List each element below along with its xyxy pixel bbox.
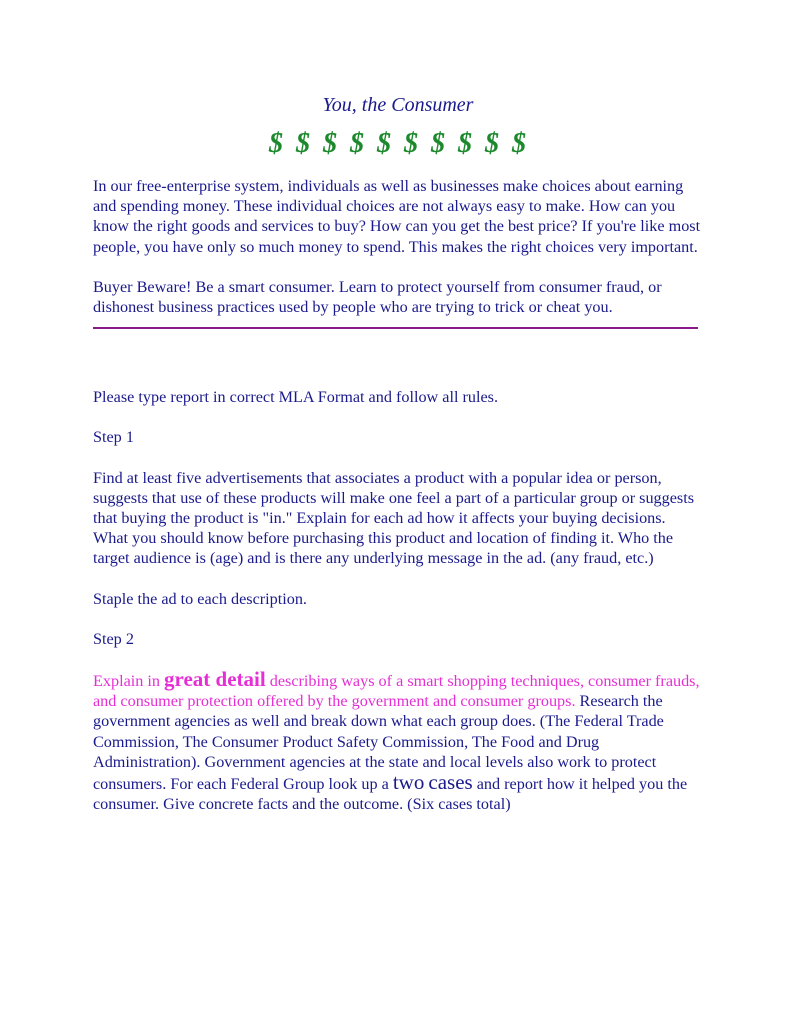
step1-heading: Step 1 [93,428,134,447]
dollar-sign: $ [512,128,527,159]
step2-body-text: Research the government agencies as well and break down what each group does. (The Federal Trade Commission, The Consumer Product Safety Commission, The Food and Drug Administration). Government agencies at the state and local levels also work to protect consumers. For each Federal Group look up a [93,692,664,794]
staple-note: Staple the ad to each description. [93,589,307,608]
dollar-signs-row [93,126,703,162]
dollar-sign: $ [269,128,284,159]
two-emphasis: two [392,770,425,795]
intro-paragraph: In our free-enterprise system, individuals as well as businesses make choices about earning and spending money. These individual choices are not always easy to make. How can you know the right goods and services to buy? How can you get the best price? If you're like most people, you have only so much money to spend. This makes the right choices very important. [93,177,701,256]
dollar-sign: $ [377,128,392,159]
dollar-sign: $ [458,128,473,159]
format-note: Please type report in correct MLA Format and follow all rules. [93,388,499,407]
dollar-sign: $ [296,128,311,159]
step2-closing-text: and report how it helped you the consumer. Give concrete facts and the outcome. (Six cases total) [93,775,688,814]
great-detail-emphasis: great detail [164,667,266,692]
step2-text [93,669,703,814]
document-page [93,92,703,814]
step1-text: Find at least five advertisements that associates a product with a popular idea or person, suggests that use of these products will make one feel a part of a particular group or suggests that buying the product is "in." Explain for each ad how it affects your buying decisions. What you should know before purchasing this product and location of finding it. Who the target audience is (age) and is there any underlying message in the ad. (any fraud, etc.) [93,468,695,568]
dollar-sign: $ [350,128,365,159]
step2-pink-intro: Explain in [93,672,165,691]
step2-pink-text: describing ways of a smart shopping techniques, consumer frauds, and consumer protection offered by the government and consumer groups. [93,672,700,711]
dollar-sign: $ [431,128,446,159]
dollar-sign: $ [404,128,419,159]
page-title: You, the Consumer [322,94,474,116]
cases-emphasis: cases [428,770,473,795]
buyer-beware-paragraph: Buyer Beware! Be a smart consumer. Learn to protect yourself from consumer fraud, or dishonest business practices used by people who are trying to trick or cheat you. [93,277,662,317]
dollar-sign: $ [485,128,500,159]
dollar-sign: $ [323,128,338,159]
step2-heading: Step 2 [93,629,134,648]
